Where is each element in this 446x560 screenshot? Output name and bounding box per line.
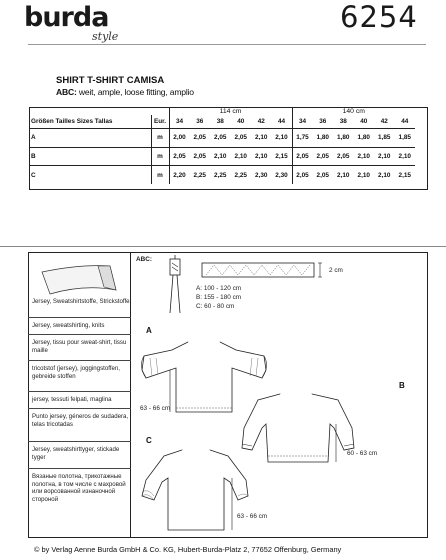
size-col: 44 (401, 118, 409, 125)
row-label: B (29, 147, 151, 166)
cell: 2,15 (395, 166, 416, 185)
cell: 2,10 (395, 147, 416, 166)
cell: 2,05 (313, 166, 334, 185)
size-band-row (29, 107, 415, 115)
size-col: 34 (292, 115, 313, 129)
cell: 2,10 (251, 147, 272, 166)
fabric-item-nl: tricotstof (jersey), joggingstoffen, gebreide stoffen (32, 365, 120, 380)
view-c-measure: 63 - 66 cm (237, 513, 268, 520)
notion-length-b: B: 155 - 180 cm (196, 294, 242, 301)
notions-label: ABC: (136, 256, 152, 263)
cell: 1,80 (313, 129, 334, 148)
size-col: 36 (319, 118, 327, 125)
brand-logo: burda (24, 2, 109, 33)
notion-length-c: C: 60 - 80 cm (196, 303, 235, 310)
fabric-divider (28, 317, 131, 318)
pattern-number: 6254 (340, 0, 418, 34)
fabric-divider (28, 468, 131, 469)
garment-title: SHIRT T-SHIRT CAMISA (56, 75, 165, 86)
size-col: 38 (216, 118, 224, 125)
view-c-garment-illustration (140, 440, 250, 540)
cell: 2,10 (272, 129, 293, 148)
view-b-garment-illustration (236, 384, 356, 474)
subtitle-label: ABC: (56, 87, 77, 97)
cell: 2,30 (251, 166, 272, 185)
row-unit: m (151, 129, 169, 148)
fabric-divider (28, 441, 131, 442)
cell: 1,85 (374, 129, 395, 148)
view-b-measure: 60 - 63 cm (347, 450, 378, 457)
fabric-item-sv: Jersey, sweatshirttyger, stickade tyger (32, 446, 120, 461)
cell: 2,05 (210, 129, 231, 148)
cell: 2,10 (251, 129, 272, 148)
fabric-item-it: jersey, tessuti felpati, maglina (32, 396, 112, 403)
size-col: 42 (257, 118, 265, 125)
cell: 1,85 (395, 129, 416, 148)
cell: 2,05 (292, 147, 313, 166)
view-b-label: B (399, 381, 405, 390)
cell: 2,10 (354, 147, 375, 166)
cell: 2,30 (272, 166, 293, 185)
cell: 1,80 (354, 129, 375, 148)
size-col: 38 (339, 118, 347, 125)
cell: 2,05 (333, 147, 354, 166)
row-label: C (29, 166, 151, 185)
cell: 2,25 (210, 166, 231, 185)
row-unit: m (151, 166, 169, 185)
table-row (29, 129, 415, 148)
band-left: 114 cm (169, 107, 292, 115)
size-header-label: Größen Tailles Sizes Tallas (31, 118, 113, 125)
cell: 2,05 (190, 147, 211, 166)
cell: 2,05 (190, 129, 211, 148)
size-col: 36 (196, 118, 204, 125)
table-row (29, 147, 415, 166)
cell: 2,10 (374, 166, 395, 185)
band-right: 140 cm (292, 107, 415, 115)
cell: 2,25 (231, 166, 252, 185)
view-a-label: A (146, 326, 152, 335)
cell: 1,75 (292, 129, 313, 148)
fabric-swatch-icon (40, 260, 120, 300)
fabric-divider (28, 334, 131, 335)
fabric-item-en: Jersey, sweatshirting, knits (32, 322, 105, 329)
brand-logo-sub: style (92, 30, 119, 43)
cell: 2,00 (169, 129, 190, 148)
fabric-item-es: Punto jersey, géneros de sudadera, telas tricotadas (32, 413, 129, 428)
fabric-item-de: Jersey, Sweatshirtstoffe, Strickstoffe (32, 298, 130, 305)
fabric-item-ru: Вязаные полотна, трикотажные полотна, в том числе с махровой или ворсованной изнаночной стороной (32, 473, 126, 503)
header-divider (28, 44, 426, 45)
cell: 2,20 (169, 166, 190, 185)
cell: 2,10 (374, 147, 395, 166)
size-col: 34 (169, 115, 190, 129)
view-a-measure: 63 - 66 cm (140, 405, 171, 412)
garment-subtitle (56, 87, 194, 97)
cell: 2,10 (333, 166, 354, 185)
section-divider (0, 246, 446, 247)
cell: 2,25 (190, 166, 211, 185)
size-col: 40 (237, 118, 245, 125)
subtitle-text: weit, ample, loose fitting, amplio (76, 87, 194, 97)
elastic-cord-icon (164, 255, 188, 317)
fabric-item-fr: Jersey, tissu pour sweat-shirt, tissu maille (32, 339, 127, 354)
row-label: A (29, 129, 151, 148)
cell: 2,10 (354, 166, 375, 185)
fabric-divider (28, 408, 131, 409)
row-unit: m (151, 147, 169, 166)
cell: 2,10 (210, 147, 231, 166)
table-row (29, 166, 415, 185)
notion-length-a: A: 100 - 120 cm (196, 285, 242, 292)
band-width: 2 cm (329, 267, 343, 274)
cell: 2,05 (313, 147, 334, 166)
cell: 2,15 (272, 147, 293, 166)
size-col: 40 (360, 118, 368, 125)
cell: 1,80 (333, 129, 354, 148)
fabric-divider (28, 360, 131, 361)
fabric-divider (28, 391, 131, 392)
cell: 2,05 (169, 147, 190, 166)
size-col: 44 (277, 118, 286, 125)
ribbing-band-icon (198, 260, 330, 282)
size-header-unit: Eur. (151, 115, 169, 129)
size-table (29, 107, 415, 184)
view-c-label: C (146, 436, 152, 445)
size-header-row (29, 115, 415, 129)
cell: 2,05 (292, 166, 313, 185)
cell: 2,10 (231, 147, 252, 166)
cell: 2,05 (231, 129, 252, 148)
copyright-notice: © by Verlag Aenne Burda GmbH & Co. KG, Hubert-Burda-Platz 2, 77652 Offenburg, Germany (34, 545, 342, 554)
size-col: 42 (380, 118, 388, 125)
